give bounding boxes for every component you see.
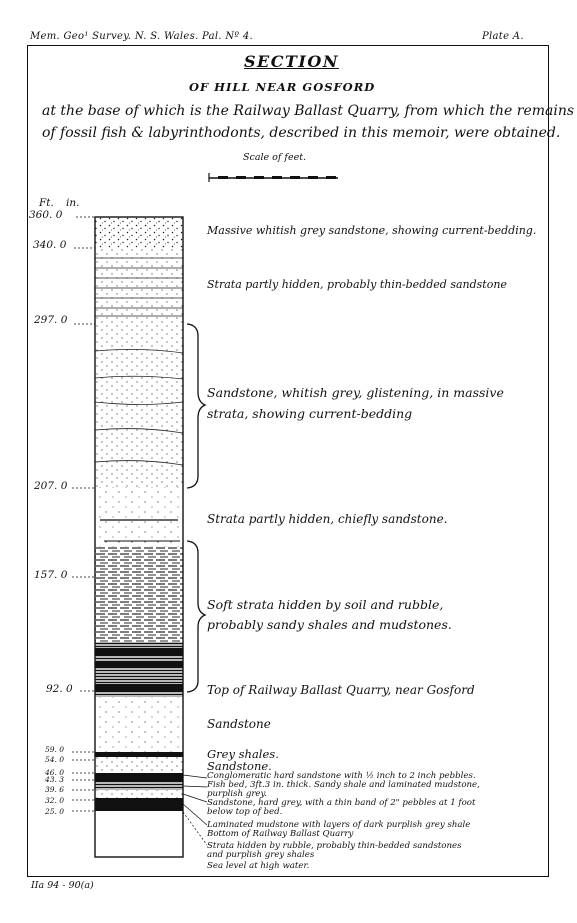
stratum-fish-bed (95, 782, 183, 790)
stratum-thin-bedded-sandstone (95, 248, 183, 324)
section-title: SECTION (244, 52, 339, 71)
section-subtitle: OF HILL NEAR GOSFORD (189, 80, 376, 94)
label-hidden-sandstone: Strata partly hidden, chiefly sandstone. (207, 512, 448, 526)
elevation-label: 25. 0 (45, 807, 65, 816)
label-massive-sandstone: Massive whitish grey sandstone, showing current-bedding. (207, 224, 537, 237)
elevation-label: 340. 0 (33, 239, 67, 251)
stratum-laminated-mudstone (95, 798, 183, 811)
label-sandstone-thin: Sandstone. (207, 759, 272, 773)
scale-bar (209, 173, 338, 182)
brace-sandstone (187, 324, 205, 488)
elevation-leaders (72, 217, 95, 811)
elevation-label: 39. 6 (45, 785, 65, 794)
scale-label: Scale of feet. (243, 152, 307, 163)
stratum-massive-sandstone (95, 217, 183, 248)
label-conglomerate: Conglomeratic hard sandstone with ½ inch to 2 inch pebbles. (207, 771, 476, 781)
label-fish-bed-a: Fish bed, 3ft.3 in. thick. Sandy shale and laminated mudstone, (207, 780, 480, 790)
elevation-label: 360. 0 (29, 209, 63, 221)
elevation-label: 297. 0 (34, 314, 68, 326)
label-mudstone: Laminated mudstone with layers of dark purplish grey shale (207, 820, 471, 830)
label-soft-strata-a: Soft strata hidden by soil and rubble, (207, 597, 444, 612)
elevation-label: 32. 0 (45, 796, 65, 805)
footer-reference: IIa 94 - 90(a) (31, 880, 94, 891)
stratum-grey-shales (95, 752, 183, 757)
stratum-hard-sandstone (95, 790, 183, 798)
label-soft-strata-b: probably sandy shales and mudstones. (207, 617, 452, 632)
description-line-2: of fossil fish & labyrinthodonts, described in this memoir, were obtained. (42, 125, 561, 141)
label-sandstone-a: Sandstone, whitish grey, glistening, in massive (207, 385, 504, 400)
elevation-label: 43. 3 (45, 775, 65, 784)
elevation-label: 157. 0 (34, 569, 68, 581)
stratum-hidden-rubble (95, 811, 183, 857)
stratum-sandstone-thin (95, 757, 183, 773)
label-hidden-rubble-b: and purplish grey shales (207, 850, 315, 860)
label-fish-bed-b: purplish grey. (207, 789, 267, 799)
stratum-hidden-sandstone (95, 487, 183, 547)
stratum-glistening-sandstone (95, 324, 183, 487)
label-thin-bedded-sandstone: Strata partly hidden, probably thin-bedded sandstone (207, 278, 507, 291)
header-memoir-ref: Mem. Geo¹ Survey. N. S. Wales. Pal. Nº 4. (30, 31, 253, 42)
elevation-label: 54. 0 (45, 755, 65, 764)
label-sea-level: Sea level at high water. (207, 861, 310, 871)
stratum-soft-shales (95, 547, 183, 642)
elevation-label: 207. 0 (34, 480, 68, 492)
header-plate-label: Plate A. (482, 31, 524, 42)
elevation-label: 92. 0 (46, 683, 73, 695)
label-sandstone: Sandstone (207, 717, 271, 731)
elevation-label: 46. 0 (45, 768, 65, 777)
label-hard-sandstone-b: below top of bed. (207, 807, 283, 817)
label-pointers (183, 775, 207, 845)
stratum-conglomerate (95, 773, 183, 782)
description-line-1: at the base of which is the Railway Ballast Quarry, from which the remains (42, 103, 575, 119)
unit-inches-label: in. (66, 197, 80, 209)
label-hard-sandstone-a: Sandstone, hard grey, with a thin band of 2" pebbles at 1 foot (207, 798, 476, 808)
unit-feet-label: Ft. (39, 197, 54, 209)
label-quarry-bottom: Bottom of Railway Ballast Quarry (207, 829, 354, 839)
stratigraphic-column (95, 217, 183, 857)
elevation-label: 59. 0 (45, 745, 65, 754)
label-grey-shales: Grey shales. (207, 747, 279, 761)
label-quarry-top: Top of Railway Ballast Quarry, near Gosford (207, 683, 475, 697)
label-sandstone-b: strata, showing current-bedding (207, 406, 413, 421)
label-hidden-rubble-a: Strata hidden by rubble, probably thin-bedded sandstones (207, 841, 462, 851)
brace-soft-strata (187, 541, 205, 692)
stratum-sandstone (95, 697, 183, 753)
